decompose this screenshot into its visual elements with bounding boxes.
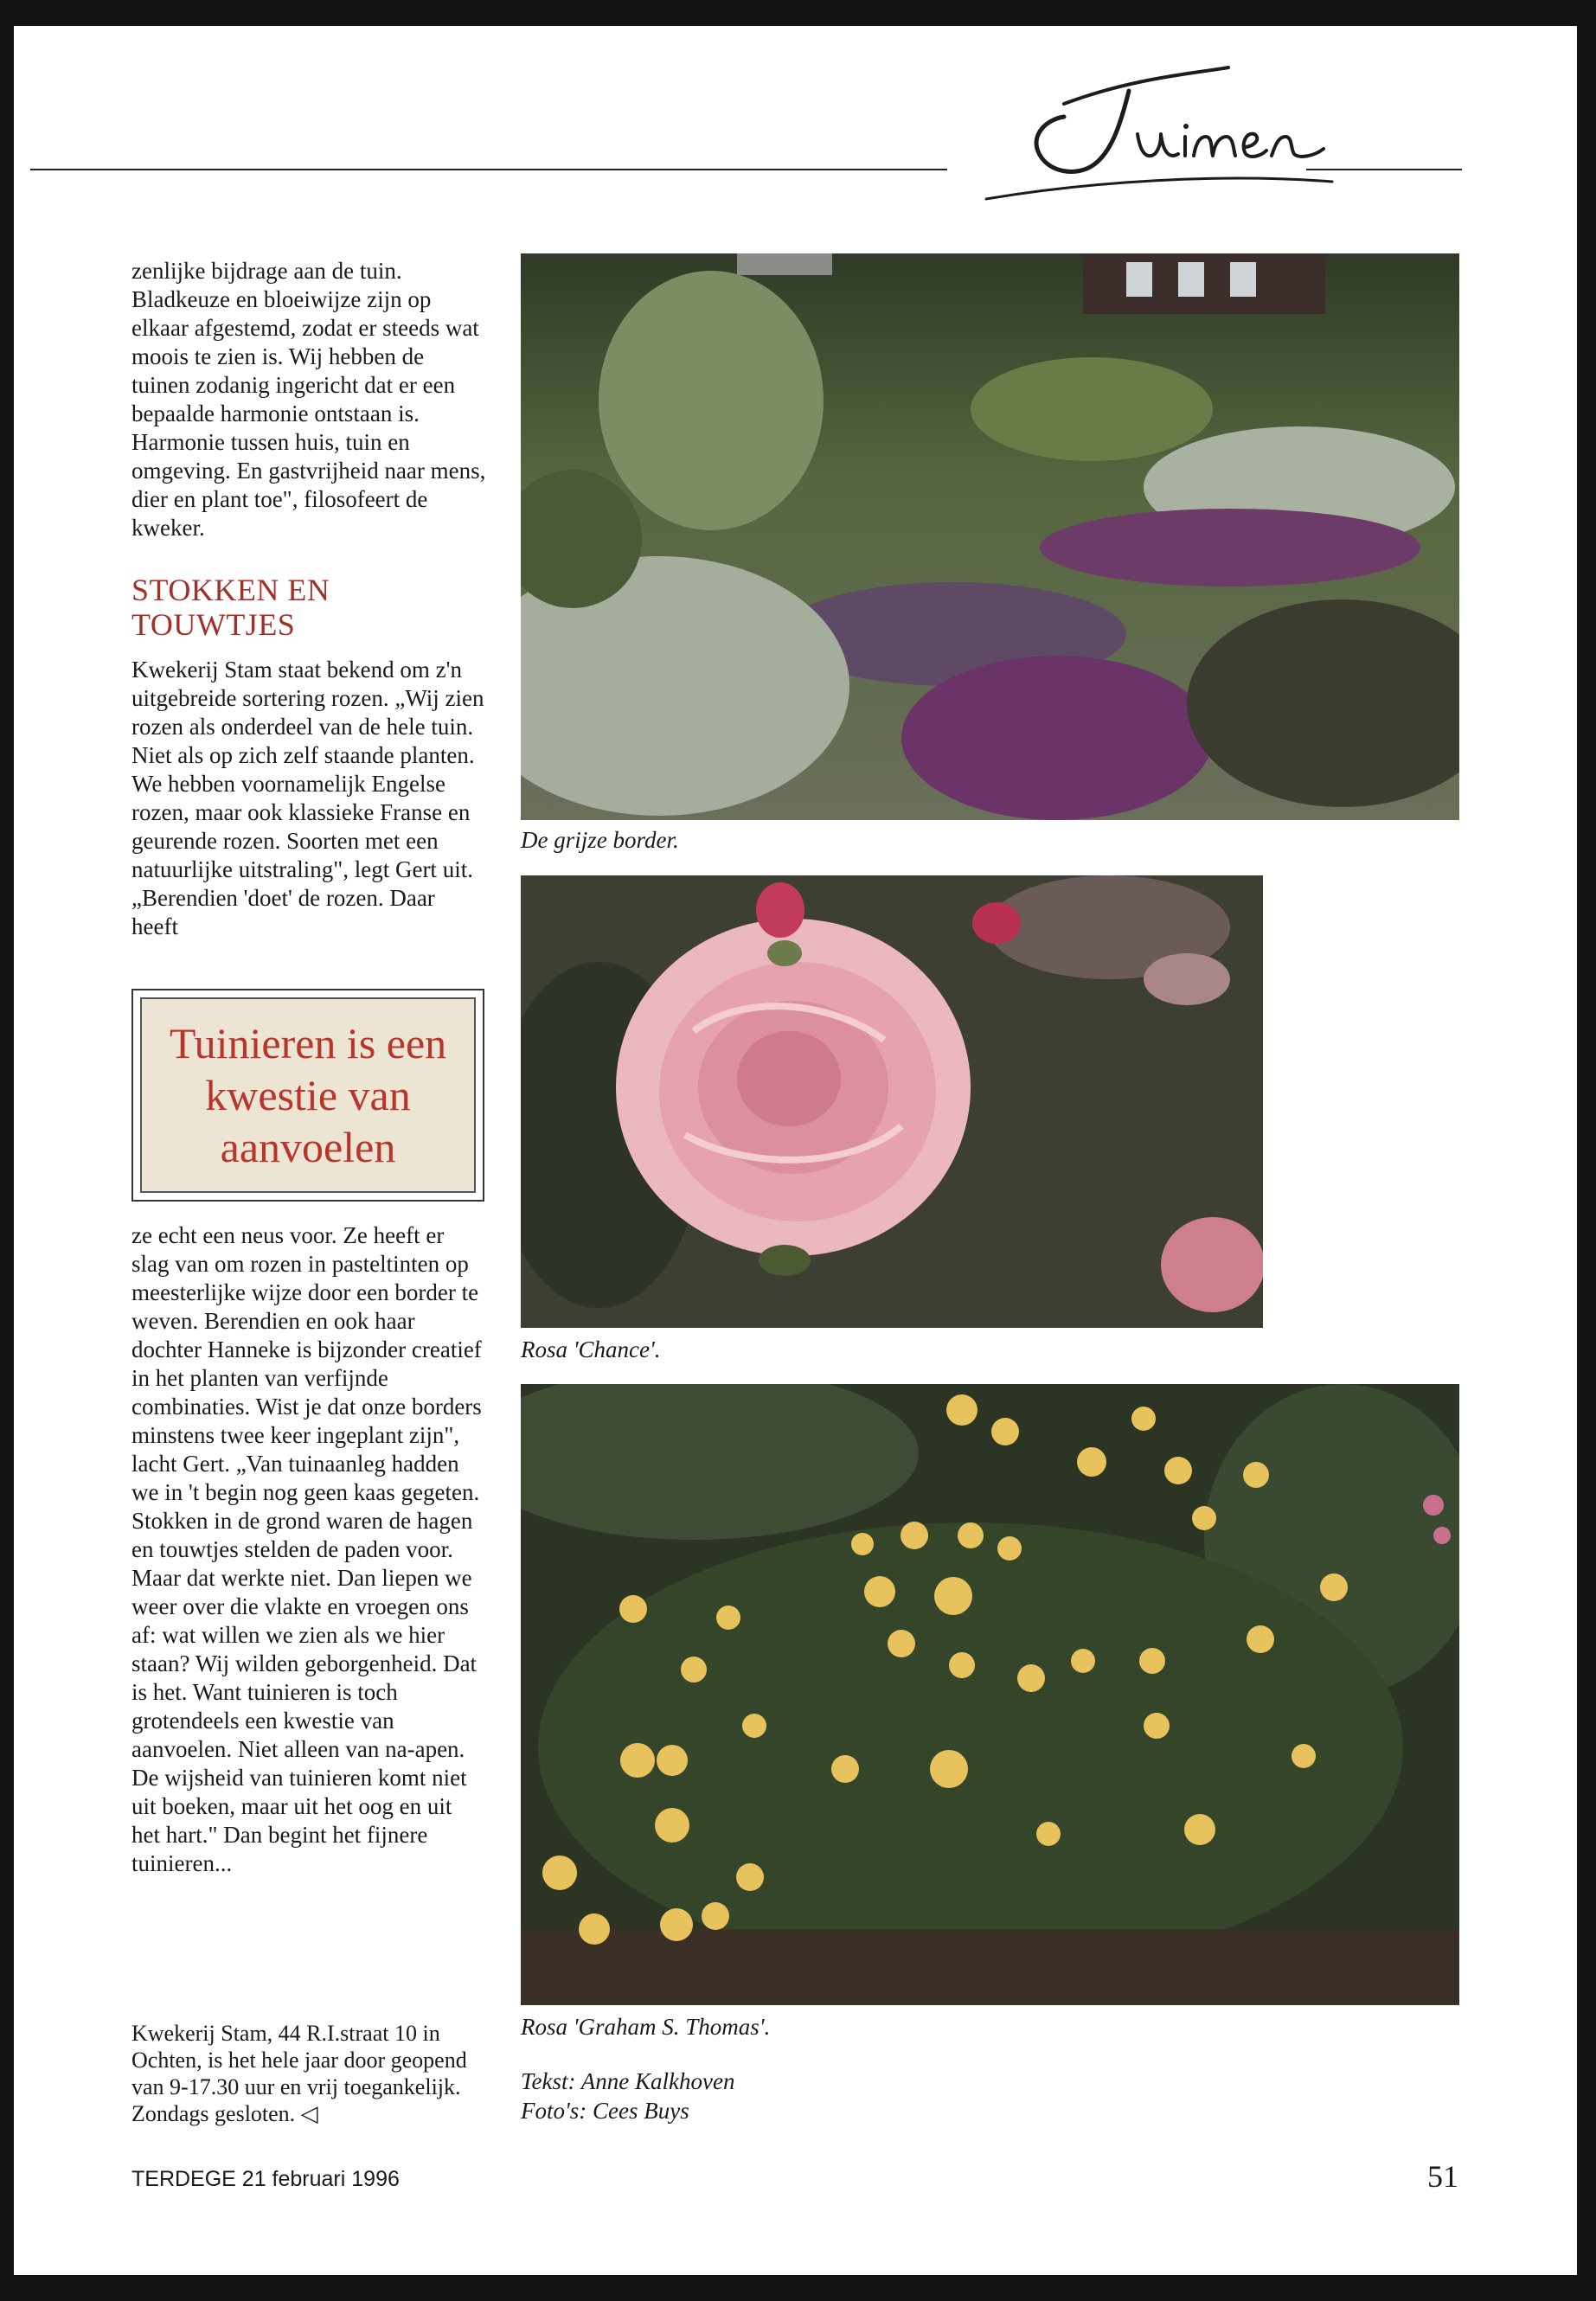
paragraph-text: zenlijke bijdrage aan de tuin. Bladkeuze en bloeiwijze zijn op elkaar afgestemd, zodat er steeds wat moois te zien is. Wij hebben de tuinen zodanig ingericht dat er een bepaalde harmonie ontstaan is. Harmonie tussen huis, tuin en omgeving. En gastvrijheid naar mens, dier en plant toe", filosofeert de kweker. [131,258,486,541]
article-paragraph-1 [131,257,486,542]
pull-quote-text: Tuinieren is een kwestie van aanvoelen [169,1019,447,1171]
paragraph-text: ze echt een neus voor. Ze heeft er slag van om rozen in pasteltinten op meesterlijke wijze door een border te weven. Berendien en ook haar dochter Hanneke is bijzonder creatief in het planten van verfijnde combinaties. Wist je dat onze borders minstens twee keer ingeplant zijn", lacht Gert. „Van tuinaanleg hadden we in 't begin nog geen kaas gegeten. Stokken in de grond waren de hagen en touwtjes stelden de paden voor. Maar dat werkte niet. Dan liepen we weer over die vlakte en vroegen ons af: wat willen we zien als we hier staan? Wij wilden geborgenheid. Dat is het. Want tuinieren is toch grotendeels een kwestie van aanvoelen. Niet alleen van na-apen. De wijsheid van tuinieren komt niet uit boeken, maar uit het oog en uit het hart." Dan begint het fijnere tuinieren... [131,1222,482,1876]
pull-quote-inner [140,997,476,1193]
header-rule-left [30,169,947,170]
credit-photo: Foto's: Cees Buys [521,2098,689,2124]
photo-grey-border [521,253,1459,820]
photo-rosa-chance [521,875,1263,1328]
section-title-tuinen [934,52,1384,225]
address-block [131,2020,486,2127]
scan-border-right [1577,0,1596,2301]
subheading: STOKKEN EN TOUWTJES [131,573,330,642]
article-paragraph-2 [131,656,486,941]
article-paragraph-3 [131,1221,486,1878]
caption-2: Rosa 'Chance'. [521,1336,661,1362]
paragraph-text: Kwekerij Stam staat bekend om z'n uitgebreide sortering rozen. „Wij zien rozen als onderdeel van de hele tuin. Niet als op zich zelf staande planten. We hebben voornamelijk Engelse rozen, maar ook klassieke Franse en geurende rozen. Soorten met een natuurlijke uitstraling", legt Gert uit. „Berendien 'doet' de rozen. Daar heeft [131,657,484,939]
scan-border-top [0,0,1596,26]
page-number: 51 [1427,2159,1458,2194]
caption-3: Rosa 'Graham S. Thomas'. [521,2014,771,2040]
footer-publication: TERDEGE 21 februari 1996 [131,2167,400,2191]
address-text: Kwekerij Stam, 44 R.I.straat 10 in Ochten, is het hele jaar door geopend van 9-17.30 uur en vrij toegankelijk. Zondags gesloten. ◁ [131,2021,467,2126]
pull-quote-box [131,989,484,1202]
credit-text: Tekst: Anne Kalkhoven [521,2068,735,2094]
scan-border-left [0,0,14,2301]
caption-1: De grijze border. [521,827,679,853]
photo-rosa-graham-thomas [521,1384,1459,2005]
scan-border-bottom [0,2275,1596,2301]
